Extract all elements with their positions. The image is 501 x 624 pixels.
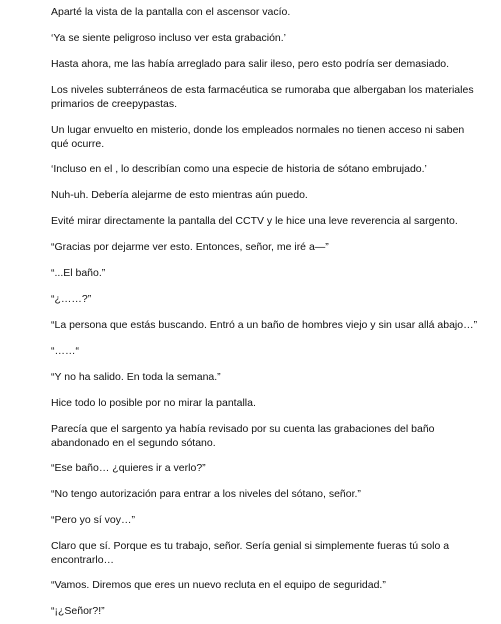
text-line: encontrarlo… (51, 554, 115, 566)
text-line: “No tengo autorización para entrar a los niveles del sótano, señor.” (51, 488, 361, 500)
text-line: “La persona que estás buscando. Entró a un baño de hombres viejo y sin usar allá abajo…” (51, 319, 478, 331)
paragraph (51, 5, 471, 19)
text-line: ‘Ya se siente peligroso incluso ver esta grabación.’ (51, 32, 287, 44)
text-line: Claro que sí. Porque es tu trabajo, señor. Sería genial si simplemente fueras tú solo a (51, 540, 450, 552)
paragraph (51, 539, 471, 567)
paragraph (51, 318, 478, 332)
paragraph (51, 292, 471, 306)
paragraph (51, 83, 474, 111)
text-line: primarios de creepypastas. (51, 98, 178, 110)
text-line: Nuh-uh. Debería alejarme de esto mientras aún puedo. (51, 189, 308, 201)
paragraph (51, 461, 471, 475)
text-line: “……“ (51, 345, 79, 357)
paragraph (51, 162, 471, 176)
paragraph (51, 188, 471, 202)
text-line: “Pero yo sí voy…” (51, 514, 136, 526)
paragraph (51, 57, 471, 71)
text-line: “Ese baño… ¿quieres ir a verlo?” (51, 462, 206, 474)
paragraph (51, 344, 471, 358)
paragraph (51, 266, 471, 280)
text-line: Parecía que el sargento ya había revisado por su cuenta las grabaciones del baño (51, 423, 435, 435)
paragraph (51, 370, 471, 384)
text-line: “Gracias por dejarme ver esto. Entonces, señor, me iré a—” (51, 241, 329, 253)
text-line: abandonado en el segundo sótano. (51, 437, 216, 449)
text-line: “Y no ha salido. En toda la semana.” (51, 371, 221, 383)
paragraph (51, 604, 471, 618)
paragraph (51, 31, 471, 45)
text-line: Los niveles subterráneos de esta farmacéutica se rumoraba que albergaban los materiales (51, 84, 474, 96)
text-line: Hasta ahora, me las había arreglado para salir ileso, pero esto podría ser demasiado. (51, 58, 450, 70)
text-line: Aparté la vista de la pantalla con el ascensor vacío. (51, 6, 291, 18)
text-line: Evité mirar directamente la pantalla del CCTV y le hice una leve reverencia al sargento. (51, 215, 458, 227)
text-line: “...El baño.” (51, 267, 106, 279)
paragraph (51, 123, 471, 151)
text-line: Hice todo lo posible por no mirar la pantalla. (51, 397, 256, 409)
paragraph (51, 513, 471, 527)
text-line: “¡¿Señor?!” (51, 605, 105, 617)
paragraph (51, 214, 471, 228)
text-line: Un lugar envuelto en misterio, donde los empleados normales no tienen acceso ni saben (51, 124, 465, 136)
text-line: qué ocurre. (51, 138, 105, 150)
paragraph (51, 487, 471, 501)
paragraph (51, 422, 471, 450)
paragraph (51, 240, 471, 254)
text-line: “Vamos. Diremos que eres un nuevo recluta en el equipo de seguridad.” (51, 579, 386, 591)
text-line: “¿……?” (51, 293, 92, 305)
text-line: ‘Incluso en el , lo describían como una especie de historia de sótano embrujado.’ (51, 163, 427, 175)
paragraph (51, 578, 471, 592)
paragraph (51, 396, 471, 410)
